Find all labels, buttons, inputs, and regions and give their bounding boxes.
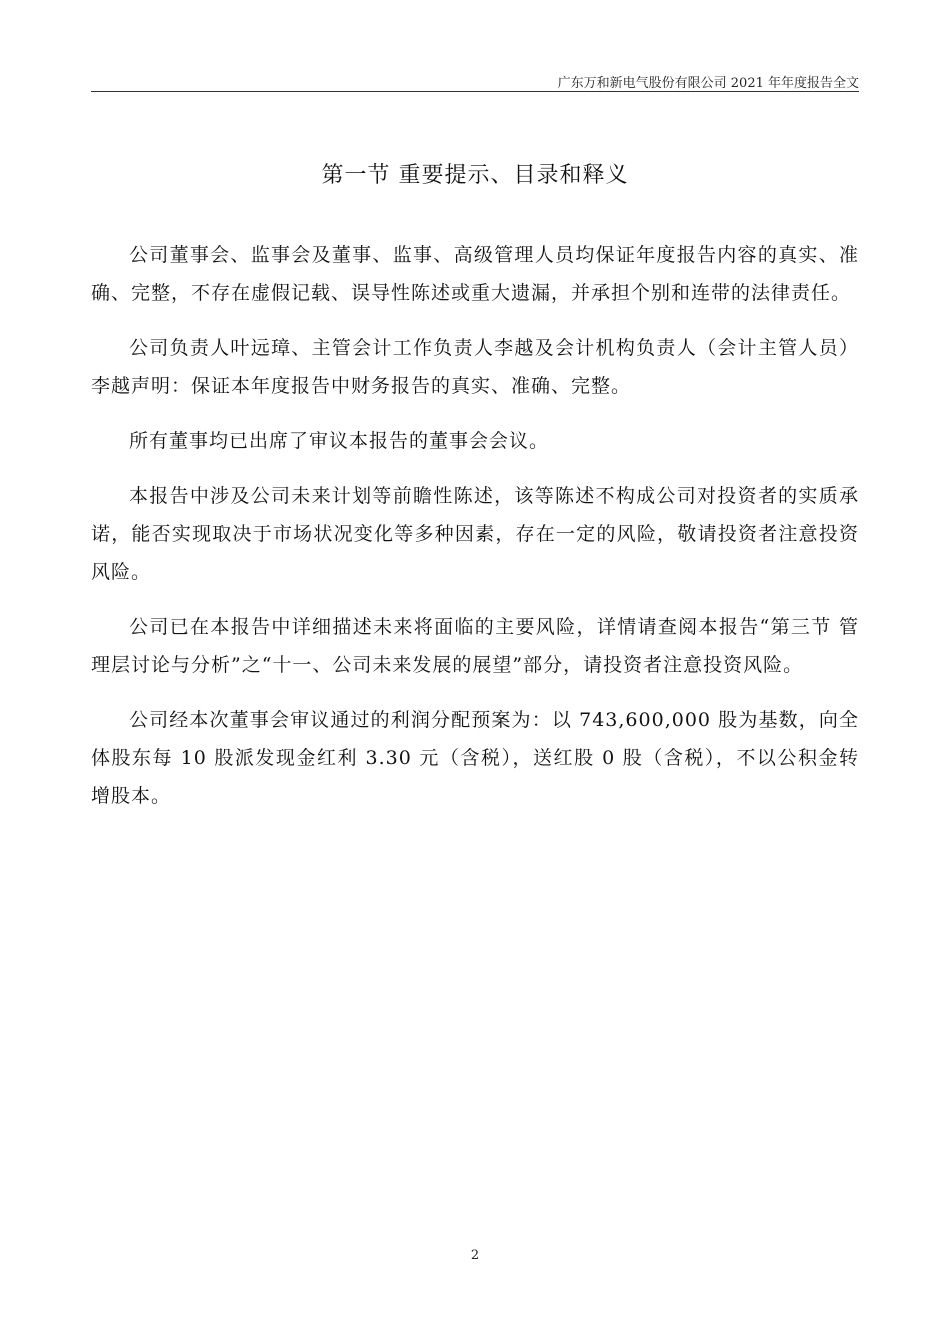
page-number: 2	[470, 1248, 480, 1263]
header-divider	[91, 91, 859, 92]
important-notice-body	[91, 236, 859, 832]
section-title: 第一节 重要提示、目录和释义	[321, 163, 629, 188]
paragraph-financial-statement-declaration: 公司负责人叶远璋、主管会计工作负责人李越及会计机构负责人（会计主管人员）李越声明：保证本年度报告中财务报告的真实、准确、完整。	[91, 337, 859, 397]
paragraph-forward-looking-statements: 本报告中涉及公司未来计划等前瞻性陈述，该等陈述不构成公司对投资者的实质承诺，能否实现取决于市场状况变化等多种因素，存在一定的风险，敬请投资者注意投资风险。	[91, 485, 859, 583]
running-header: 广东万和新电气股份有限公司 2021 年年度报告全文	[557, 76, 859, 91]
paragraph-risk-reference: 公司已在本报告中详细描述未来将面临的主要风险，详情请查阅本报告“第三节 管理层讨论与分析”之“十一、公司未来发展的展望”部分，请投资者注意投资风险。	[91, 616, 859, 676]
paragraph-directors-attendance: 所有董事均已出席了审议本报告的董事会会议。	[129, 430, 550, 452]
paragraph-responsibility-statement: 公司董事会、监事会及董事、监事、高级管理人员均保证年度报告内容的真实、准确、完整，不存在虚假记载、误导性陈述或重大遗漏，并承担个别和连带的法律责任。	[91, 244, 859, 304]
paragraph-profit-distribution: 公司经本次董事会审议通过的利润分配预案为：以 743,600,000 股为基数，向全体股东每 10 股派发现金红利 3.30 元（含税），送红股 0 股（含税），不以公积金转增股本。	[91, 709, 859, 807]
